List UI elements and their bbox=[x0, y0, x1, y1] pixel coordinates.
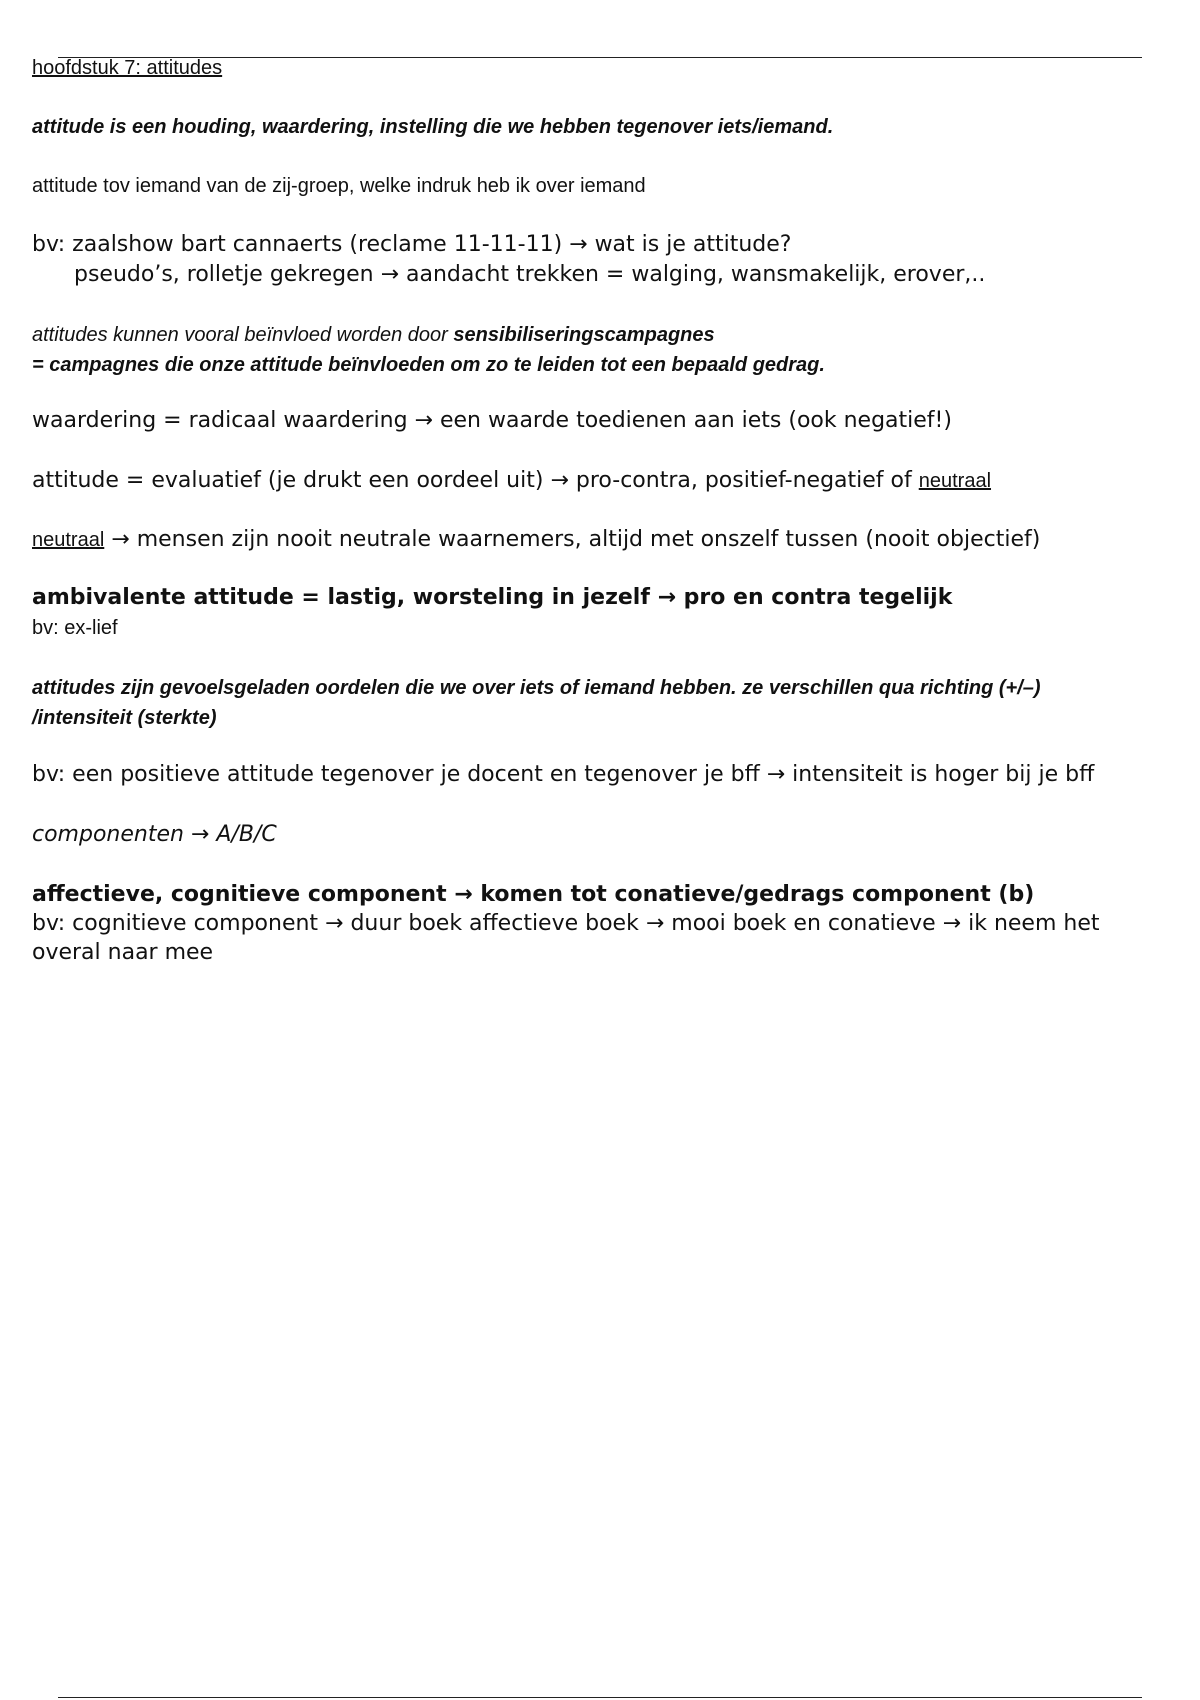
emotional-judgements bbox=[32, 673, 1041, 733]
evaluative-text: attitude = evaluatief (je drukt een oordeel uit) → pro-contra, positief-negatief of bbox=[32, 468, 919, 493]
page-heading: hoofdstuk 7: attitudes bbox=[32, 57, 223, 79]
components-heading: affectieve, cognitieve component → komen tot conatieve/gedrags component (b) bbox=[32, 882, 1035, 907]
components-block bbox=[32, 880, 1100, 967]
example-bff: bv: een positieve attitude tegenover je docent en tegenover je bff → intensiteit is hoger bij je bff bbox=[32, 762, 1095, 787]
campaigns-line bbox=[32, 320, 825, 350]
valuation-note: waardering = radicaal waardering → een waarde toedienen aan iets (ook negatief!) bbox=[32, 408, 952, 433]
attitude-definition: attitude is een houding, waardering, instelling die we hebben tegenover iets/iemand. bbox=[32, 116, 834, 138]
neutral-text: → mensen zijn nooit neutrale waarnemers, altijd met onszelf tussen (nooit objectief) bbox=[104, 527, 1041, 552]
components-example-line1: bv: cognitieve component → duur boek affectieve boek → mooi boek en conatieve → ik neem het bbox=[32, 911, 1100, 936]
emotional-line1: attitudes zijn gevoelsgeladen oordelen die we over iets of iemand hebben. ze verschillen qua richting (+/–) bbox=[32, 677, 1041, 699]
example-zaalshow bbox=[32, 230, 985, 290]
components-example-line2: overal naar mee bbox=[32, 940, 214, 965]
campaigns-lead: attitudes kunnen vooral beïnvloed worden door bbox=[32, 324, 454, 346]
campaigns-definition: = campagnes die onze attitude beïnvloeden om zo te leiden tot een bepaald gedrag. bbox=[32, 354, 825, 376]
components-label: componenten → A/B/C bbox=[32, 822, 277, 847]
campaigns-term: sensibiliseringscampagnes bbox=[453, 324, 715, 346]
example-zaalshow-line1: bv: zaalshow bart cannaerts (reclame 11-11-11) → wat is je attitude? bbox=[32, 232, 792, 257]
campaigns-block bbox=[32, 320, 825, 380]
outgroup-note: attitude tov iemand van de zij-groep, welke indruk heb ik over iemand bbox=[32, 175, 646, 197]
neutral-term: neutraal bbox=[32, 529, 105, 551]
emotional-line2: /intensiteit (sterkte) bbox=[32, 707, 217, 729]
ambivalent-example: bv: ex-lief bbox=[32, 617, 118, 639]
bottom-rule bbox=[58, 1697, 1142, 1698]
neutral-note bbox=[32, 527, 1040, 552]
evaluative-note bbox=[32, 468, 991, 493]
example-zaalshow-line2: pseudo’s, rolletje gekregen → aandacht trekken = walging, wansmakelijk, erover,.. bbox=[74, 262, 986, 287]
ambivalent-heading: ambivalente attitude = lastig, worsteling in jezelf → pro en contra tegelijk bbox=[32, 585, 953, 610]
evaluative-neutral: neutraal bbox=[918, 470, 992, 492]
